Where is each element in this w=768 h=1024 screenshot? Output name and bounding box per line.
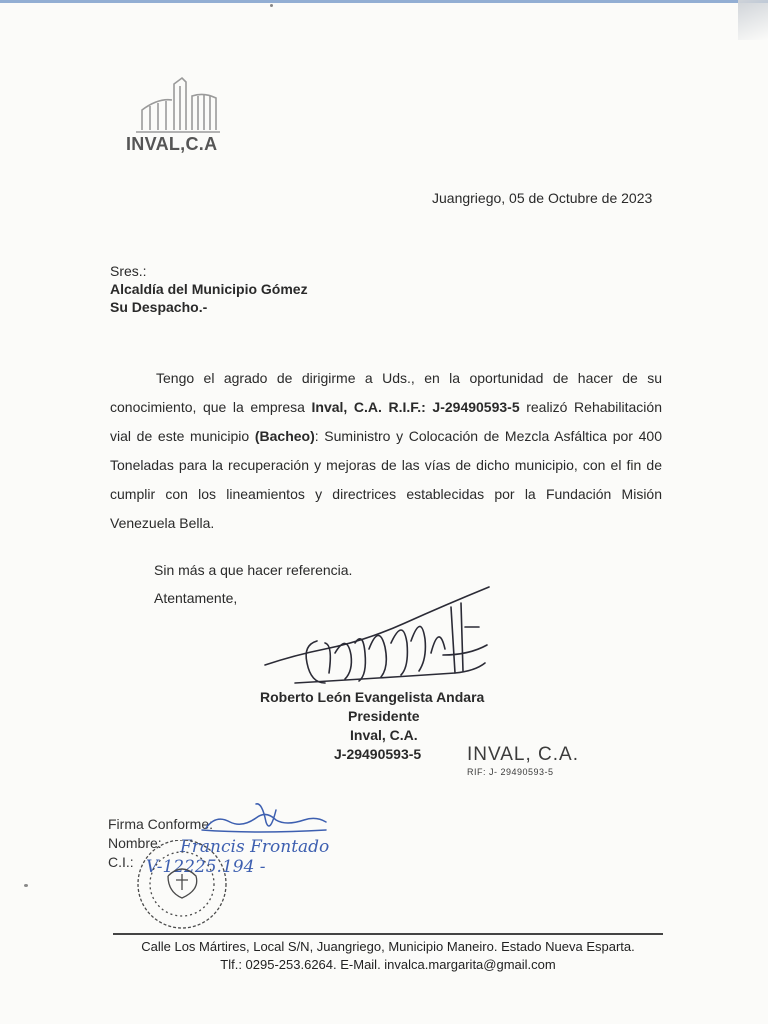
despacho: Su Despacho.- (110, 299, 208, 315)
body-text-part: realizó Rehabilitación vial de este municipio (110, 399, 662, 444)
letter-date: Juangriego, 05 de Octubre de 2023 (432, 190, 653, 206)
nombre-label: Nombre: (108, 835, 162, 851)
recipient: Alcaldía del Municipio Gómez (110, 281, 308, 297)
footer-divider (113, 933, 663, 935)
signatory-company: Inval, C.A. (350, 727, 418, 743)
letterhead-footer (113, 938, 663, 974)
nombre-handwritten: Francis Frontado (180, 837, 330, 857)
ci-label: C.I.: (108, 854, 134, 870)
company-rif-inline: Inval, C.A. R.I.F.: J-29490593-5 (311, 399, 520, 415)
salutation-block (110, 262, 308, 316)
logo-text: INVAL,C.A (126, 134, 218, 154)
stamp-rif: RIF: J- 29490593-5 (467, 767, 554, 777)
salutation: Sres.: (110, 263, 147, 279)
letter-body (110, 364, 662, 538)
scan-corner-shadow (738, 0, 768, 40)
logo-buildings-icon (128, 70, 224, 136)
bacheo-inline: (Bacheo) (254, 428, 315, 444)
signatory-name: Roberto León Evangelista Andara (260, 689, 485, 705)
body-text-part: : Suministro y Colocación de Mezcla Asfáltica por 400 Toneladas para la recuperación y mejoras de las vías de dicho municipio, con el fin de cumplir con los lineamientos y directrices establecidas por la Fundación Misión Venezuela Bella. (110, 428, 662, 531)
round-seal (110, 840, 230, 940)
scan-speck (270, 4, 273, 7)
scan-edge-line (0, 0, 768, 3)
firma-conforme-label: Firma Conforme: (108, 816, 214, 832)
handwritten-signature (255, 583, 495, 703)
company-logo (120, 70, 240, 180)
signatory-title: Presidente (348, 708, 420, 724)
signatory-rif: J-29490593-5 (334, 746, 422, 762)
scan-speck (24, 884, 28, 887)
ci-handwritten: V-12225.194 - (146, 857, 266, 877)
closing-line: Sin más a que hacer referencia. (154, 562, 353, 578)
body-text-part: Tengo el agrado de dirigirme a Uds., en la oportunidad de hacer de su conocimiento, que la empresa (110, 370, 662, 415)
closing-atentamente: Atentamente, (154, 590, 238, 606)
footer-contact: Tlf.: 0295-253.6264. E-Mail. invalca.margarita@gmail.com (220, 957, 556, 972)
stamp-name: INVAL, C.A. (467, 744, 580, 765)
footer-address: Calle Los Mártires, Local S/N, Juangriego, Municipio Maneiro. Estado Nueva Esparta. (141, 939, 635, 954)
company-stamp (467, 744, 579, 777)
